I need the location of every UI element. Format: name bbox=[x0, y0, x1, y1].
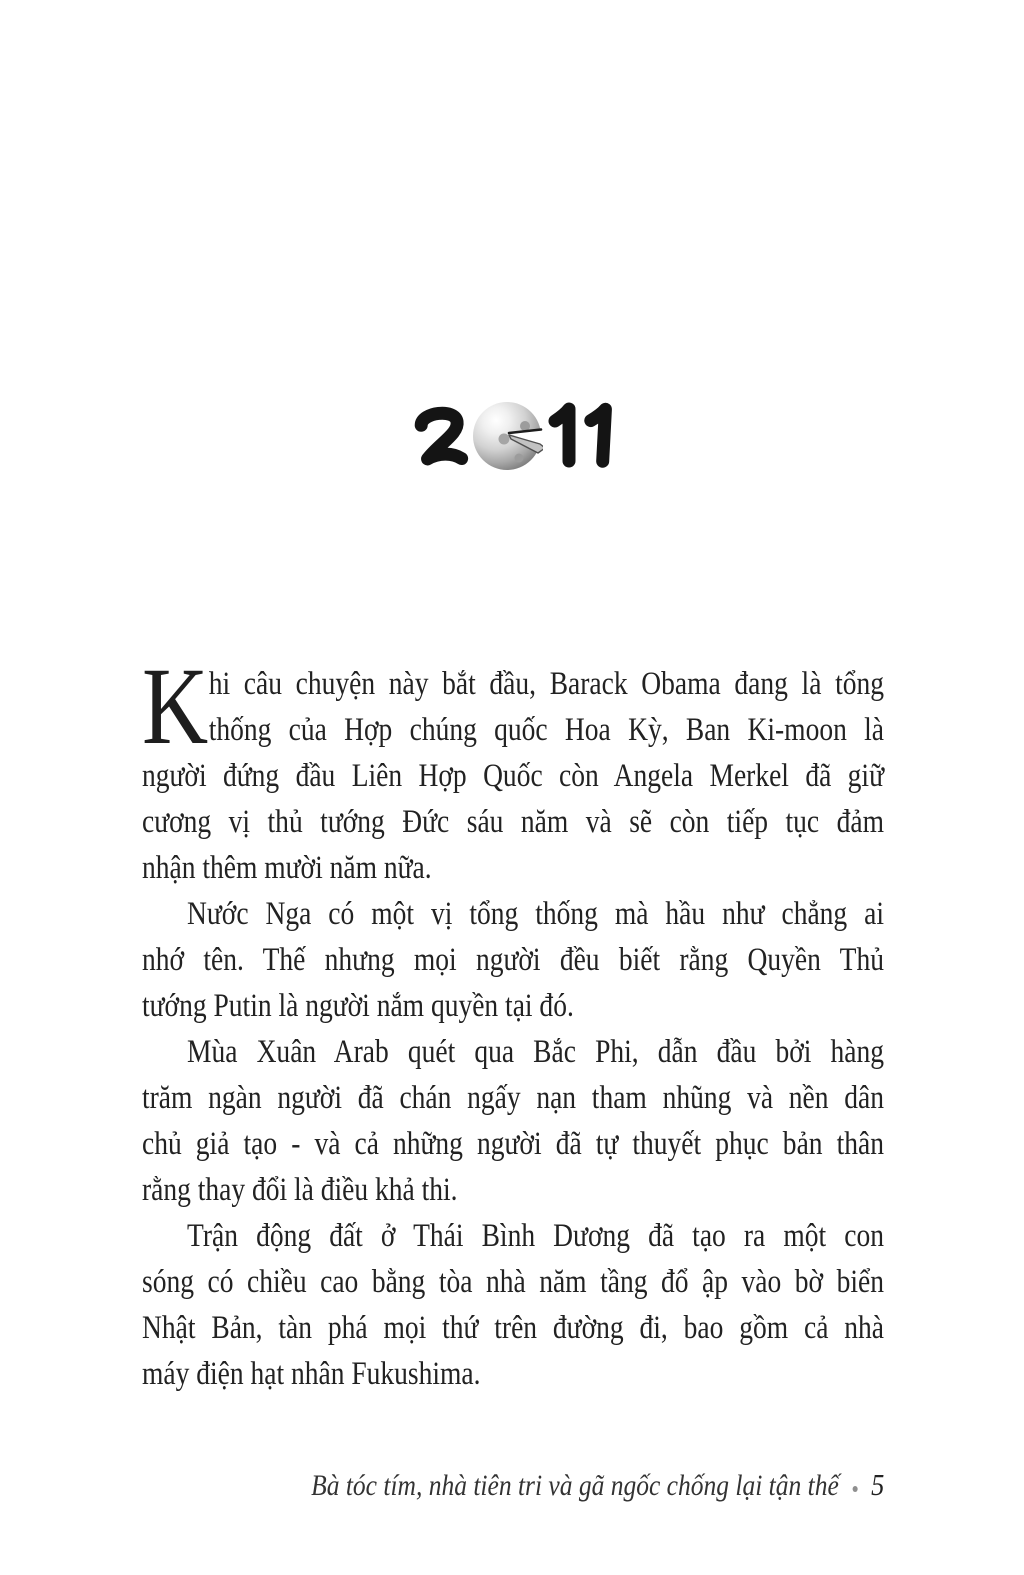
drop-cap-letter: K bbox=[142, 645, 209, 767]
body-text bbox=[142, 645, 884, 1397]
text-line: Nước Nga có một vị tổng thống mà hầu như chẳng ai bbox=[187, 896, 884, 932]
text-line: Trận động đất ở Thái Bình Dương đã tạo ra một con bbox=[187, 1218, 884, 1254]
crater bbox=[520, 421, 530, 431]
separator-dot-icon bbox=[852, 1486, 857, 1492]
digit-1-icon bbox=[551, 405, 577, 467]
paragraph bbox=[142, 645, 884, 891]
digit-1-icon bbox=[584, 404, 613, 467]
text-line: trăm ngàn người đã chán ngấy nạn tham nhũng và nền dân bbox=[142, 1080, 884, 1116]
text-line: hi câu chuyện này bắt đầu, Barack Obama đang là tổng bbox=[208, 666, 884, 702]
year-heading bbox=[0, 398, 1024, 474]
text-line: nhận thêm mười năm nữa. bbox=[142, 850, 432, 886]
text-line: thống của Hợp chúng quốc Hoa Kỳ, Ban Ki-moon là bbox=[208, 712, 884, 748]
page-footer bbox=[311, 1466, 884, 1506]
running-title: Bà tóc tím, nhà tiên tri và gã ngốc chống lại tận thế bbox=[310, 1469, 839, 1502]
text-line: nhớ tên. Thế nhưng mọi người đều biết rằng Quyền Thủ bbox=[142, 942, 884, 978]
text-line: người đứng đầu Liên Hợp Quốc còn Angela Merkel đã giữ bbox=[142, 758, 884, 794]
text-line: Nhật Bản, tàn phá mọi thứ trên đường đi, bao gồm cả nhà bbox=[142, 1310, 884, 1346]
paragraph bbox=[142, 1213, 884, 1397]
crater bbox=[514, 454, 523, 463]
paragraph bbox=[142, 1029, 884, 1213]
text-line: rằng thay đổi là điều khả thi. bbox=[142, 1172, 458, 1208]
text-line: cương vị thủ tướng Đức sáu năm và sẽ còn tiếp tục đảm bbox=[142, 804, 884, 840]
text-line: sóng có chiều cao bằng tòa nhà năm tầng đổ ập vào bờ biển bbox=[142, 1264, 884, 1300]
text-line: máy điện hạt nhân Fukushima. bbox=[142, 1356, 481, 1392]
digit-2-icon bbox=[410, 403, 468, 469]
text-line: tướng Putin là người nắm quyền tại đó. bbox=[142, 988, 574, 1024]
page-number: 5 bbox=[870, 1467, 884, 1502]
text-line: Mùa Xuân Arab quét qua Bắc Phi, dẫn đầu bởi hàng bbox=[187, 1034, 884, 1070]
cratered-sphere-zero-icon bbox=[471, 400, 543, 472]
drop-cap bbox=[142, 645, 209, 767]
text-line: chủ giả tạo - và cả những người đã tự thuyết phục bản thân bbox=[142, 1126, 884, 1162]
paragraph bbox=[142, 891, 884, 1029]
crater bbox=[498, 434, 509, 445]
